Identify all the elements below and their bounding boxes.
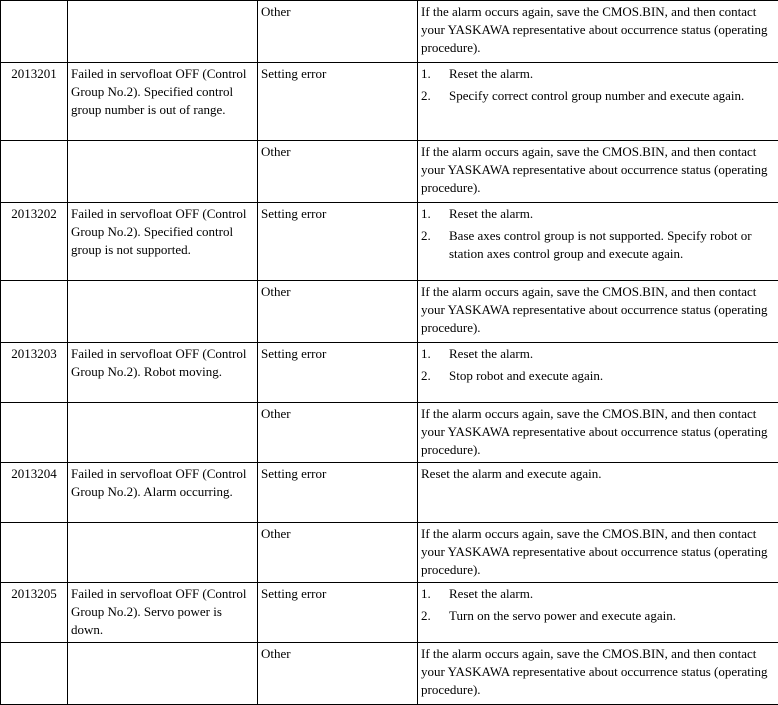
alarm-code-cell (1, 523, 68, 583)
table-row (1, 203, 778, 281)
alarm-cause-cell: Setting error (258, 203, 418, 281)
alarm-description-cell (68, 281, 258, 343)
alarm-code-cell (1, 643, 68, 705)
remedy-step (421, 227, 775, 263)
remedy-step-number: 2. (421, 367, 449, 385)
alarm-description-cell (68, 1, 258, 63)
alarm-cause-cell: Other (258, 643, 418, 705)
remedy-step-text: Reset the alarm. (449, 205, 775, 223)
table-row (1, 643, 778, 705)
alarm-cause-cell: Other (258, 141, 418, 203)
remedy-step-text: Specify correct control group number and execute again. (449, 87, 775, 105)
remedy-step-text: Reset the alarm. (449, 585, 775, 603)
alarm-remedy-cell: If the alarm occurs again, save the CMOS.BIN, and then contact your YASKAWA representative about occurrence status (operating procedure). (418, 141, 778, 203)
alarm-table-body (1, 1, 778, 705)
alarm-remedy-cell: If the alarm occurs again, save the CMOS.BIN, and then contact your YASKAWA representative about occurrence status (operating procedure). (418, 1, 778, 63)
alarm-remedy-cell (418, 203, 778, 281)
alarm-code-cell: 2013203 (1, 343, 68, 403)
alarm-remedy-cell: If the alarm occurs again, save the CMOS.BIN, and then contact your YASKAWA representative about occurrence status (operating procedure). (418, 281, 778, 343)
alarm-cause-cell: Setting error (258, 63, 418, 141)
remedy-step-text: Reset the alarm. (449, 65, 775, 83)
alarm-description-cell: Failed in servofloat OFF (Control Group No.2). Specified control group number is out of range. (68, 63, 258, 141)
table-row (1, 463, 778, 523)
remedy-step-text: Reset the alarm. (449, 345, 775, 363)
alarm-remedy-cell: If the alarm occurs again, save the CMOS.BIN, and then contact your YASKAWA representative about occurrence status (operating procedure). (418, 523, 778, 583)
alarm-description-cell: Failed in servofloat OFF (Control Group No.2). Servo power is down. (68, 583, 258, 643)
table-row (1, 343, 778, 403)
remedy-step-number: 2. (421, 227, 449, 263)
alarm-code-cell: 2013202 (1, 203, 68, 281)
alarm-description-cell (68, 141, 258, 203)
table-row (1, 281, 778, 343)
table-row (1, 141, 778, 203)
alarm-code-cell (1, 1, 68, 63)
remedy-step-text: Turn on the servo power and execute again. (449, 607, 775, 625)
remedy-step-number: 2. (421, 607, 449, 625)
alarm-cause-cell: Other (258, 523, 418, 583)
alarm-code-cell (1, 141, 68, 203)
alarm-remedy-cell: If the alarm occurs again, save the CMOS.BIN, and then contact your YASKAWA representative about occurrence status (operating procedure). (418, 403, 778, 463)
table-row (1, 583, 778, 643)
alarm-description-cell (68, 403, 258, 463)
alarm-description-cell: Failed in servofloat OFF (Control Group No.2). Specified control group is not supported. (68, 203, 258, 281)
alarm-description-cell (68, 523, 258, 583)
alarm-description-cell: Failed in servofloat OFF (Control Group No.2). Robot moving. (68, 343, 258, 403)
table-row (1, 403, 778, 463)
alarm-cause-cell: Other (258, 281, 418, 343)
alarm-code-cell: 2013205 (1, 583, 68, 643)
alarm-remedy-cell: Reset the alarm and execute again. (418, 463, 778, 523)
remedy-step (421, 607, 775, 625)
table-row (1, 63, 778, 141)
remedy-step-text: Stop robot and execute again. (449, 367, 775, 385)
alarm-cause-cell: Other (258, 1, 418, 63)
remedy-step-number: 1. (421, 205, 449, 223)
alarm-cause-cell: Other (258, 403, 418, 463)
remedy-step-number: 2. (421, 87, 449, 105)
alarm-description-cell: Failed in servofloat OFF (Control Group No.2). Alarm occurring. (68, 463, 258, 523)
remedy-step-number: 1. (421, 345, 449, 363)
alarm-code-cell: 2013204 (1, 463, 68, 523)
remedy-step (421, 367, 775, 385)
alarm-remedy-cell (418, 343, 778, 403)
remedy-step (421, 345, 775, 363)
remedy-step-number: 1. (421, 585, 449, 603)
alarm-code-cell: 2013201 (1, 63, 68, 141)
table-row (1, 1, 778, 63)
remedy-step (421, 65, 775, 83)
remedy-step (421, 585, 775, 603)
remedy-step-text: Base axes control group is not supported. Specify robot or station axes control group and execute again. (449, 227, 775, 263)
alarm-remedy-cell (418, 583, 778, 643)
alarm-code-cell (1, 403, 68, 463)
remedy-step-number: 1. (421, 65, 449, 83)
remedy-step (421, 205, 775, 223)
alarm-code-cell (1, 281, 68, 343)
alarm-remedy-cell: If the alarm occurs again, save the CMOS.BIN, and then contact your YASKAWA representative about occurrence status (operating procedure). (418, 643, 778, 705)
table-row (1, 523, 778, 583)
alarm-cause-cell: Setting error (258, 583, 418, 643)
remedy-step (421, 87, 775, 105)
alarm-cause-cell: Setting error (258, 463, 418, 523)
alarm-remedy-cell (418, 63, 778, 141)
alarm-cause-cell: Setting error (258, 343, 418, 403)
alarm-description-cell (68, 643, 258, 705)
